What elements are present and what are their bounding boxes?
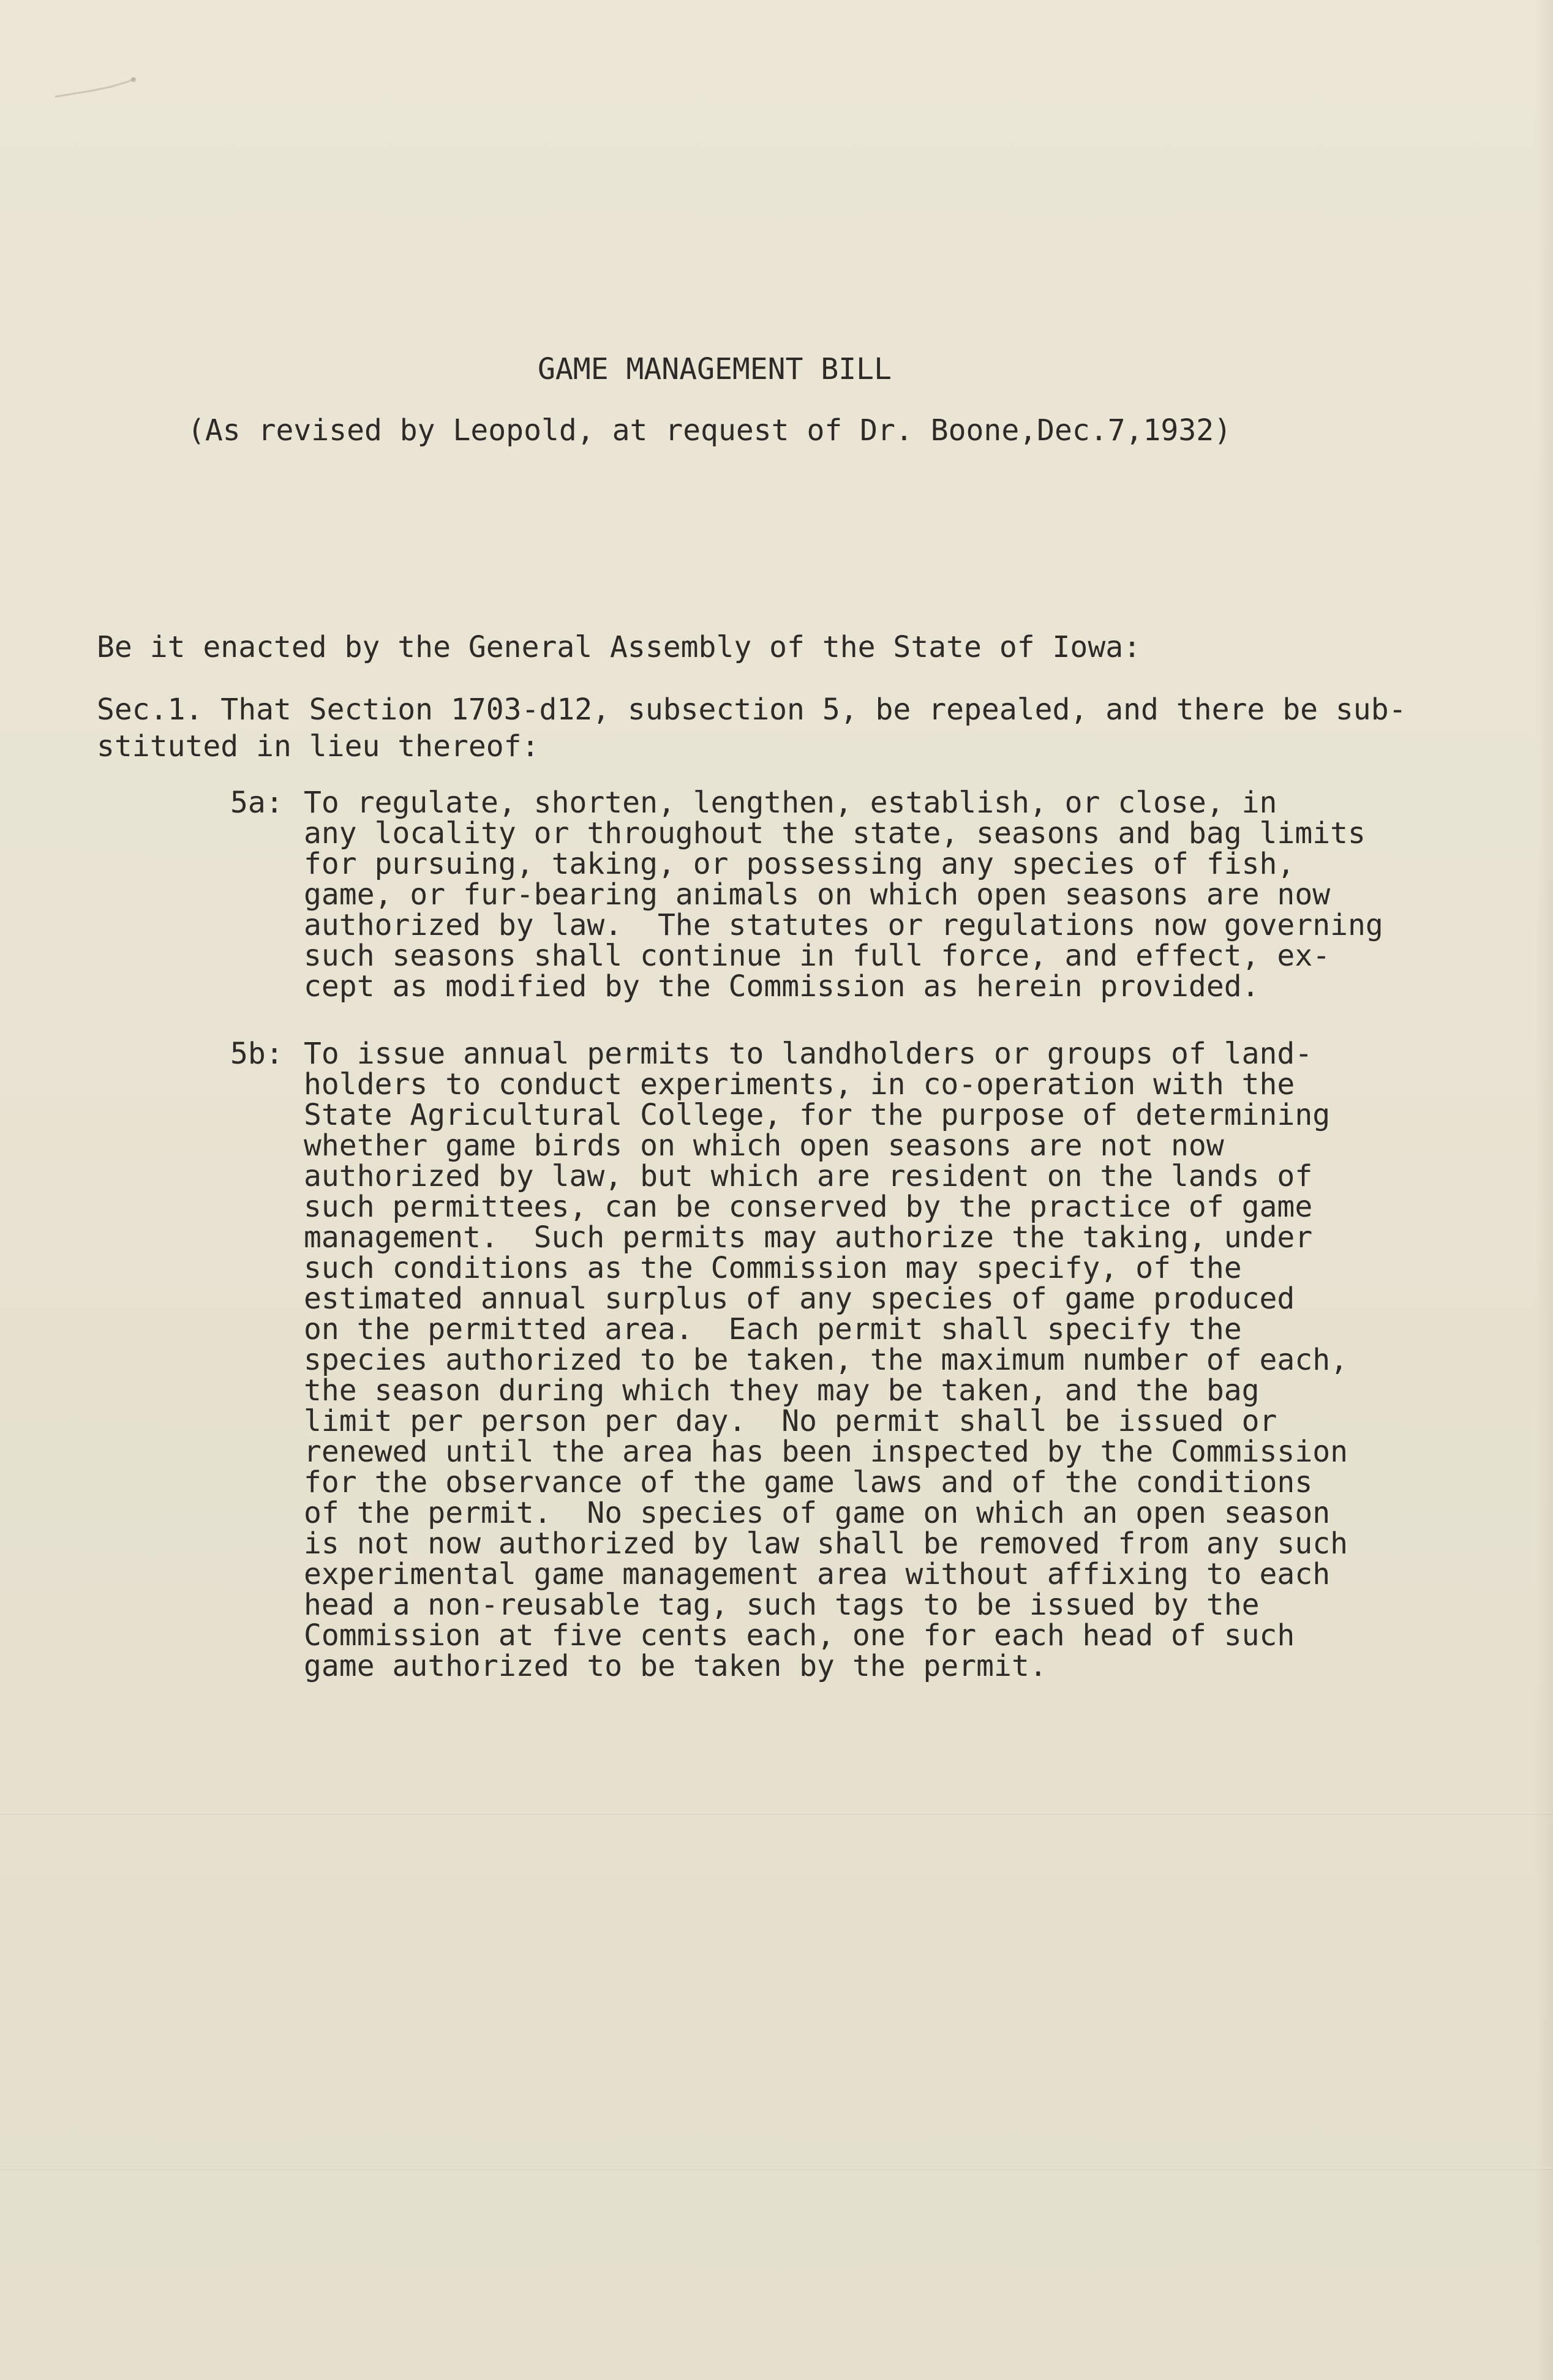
paragraph-body-5a: To regulate, shorten, lengthen, establish, or close, in any locality or throughout the state, seasons and bag limits for pursuing, taking, or possessing any species of fish, game, or fur-bearing animals on which open seasons are now authorized by law. The statutes or regulations now governing such seasons shall continue in full force, and effect, ex- cept as modified by the Commission as herein provided. [304, 786, 1383, 1004]
paragraph-body-5b: To issue annual permits to landholders or groups of land- holders to conduct experiments, in co-operation with the State Agricultural College, for the purpose of determining whether game birds on which open seasons are not now authorized by law, but which are resident on the lands of such permittees, can be conserved by the practice of game management. Such permits may authorize the taking, under such conditions as the Commission may specify, of the estimated annual surplus of any species of game produced on the permitted area. Each permit shall specify the species authorized to be taken, the maximum number of each, the season during which they may be taken, and the bag limit per person per day. No permit shall be issued or renewed until the area has been inspected by the Commission for the observance of the game laws and of the conditions of the permit. No species of game on which an open season is not now authorized by law shall be removed from any such experimental game management area without affixing to each head a non-reusable tag, such tags to be issued by the Commission at five cents each, one for each head of such game authorized to be taken by the permit. [304, 1037, 1348, 1683]
paper-fold-line [0, 2168, 1553, 2170]
paper-speck-mark [49, 72, 141, 109]
paper-fold-line [0, 1812, 1553, 1815]
paragraph-label-5a: 5a: [230, 786, 284, 820]
document-title: GAME MANAGEMENT BILL [538, 352, 892, 386]
section-heading-line-2: stituted in lieu thereof: [97, 729, 540, 764]
paper-edge-shadow [1536, 0, 1553, 2380]
document-subtitle: (As revised by Leopold, at request of Dr. Boone,Dec.7,1932) [187, 413, 1232, 448]
section-heading-line-1: Sec.1. That Section 1703-d12, subsection 5, be repealed, and there be sub- [97, 693, 1407, 727]
enacting-clause: Be it enacted by the General Assembly of the State of Iowa: [97, 630, 1141, 664]
paragraph-label-5b: 5b: [230, 1037, 284, 1071]
